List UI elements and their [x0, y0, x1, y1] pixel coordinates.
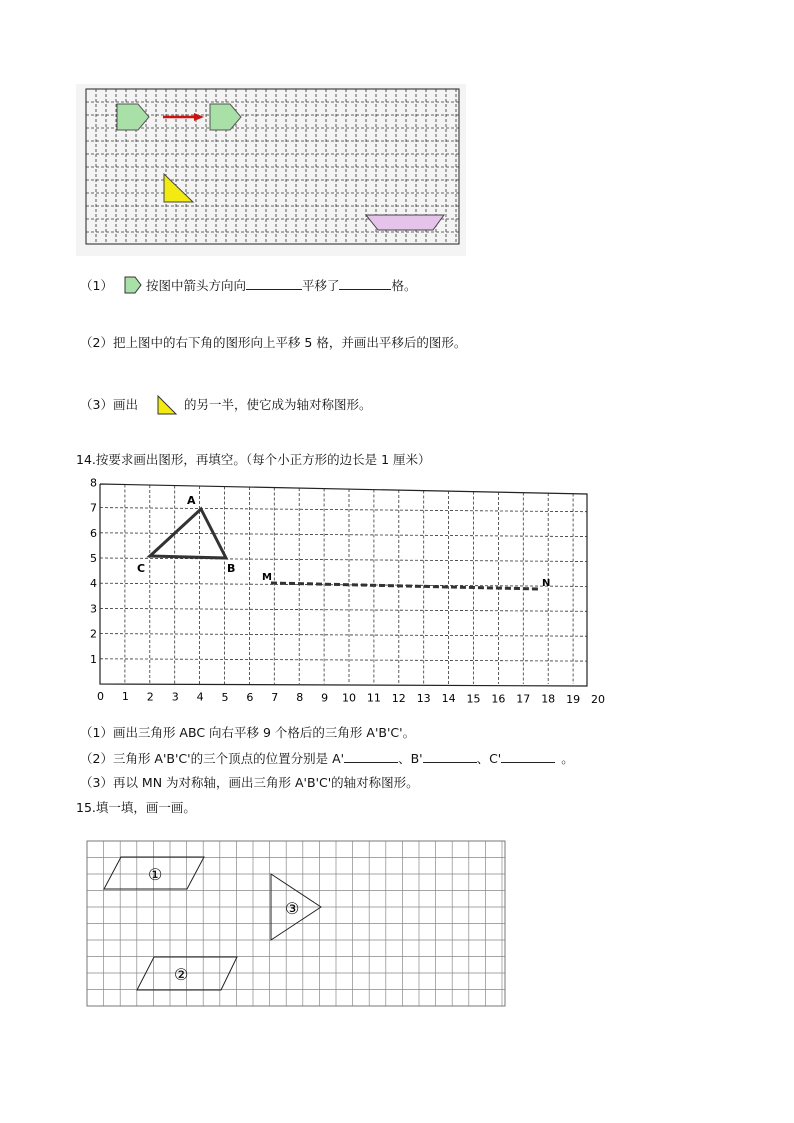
label-b: B	[227, 562, 236, 575]
q14-x-tick-label: 4	[196, 690, 204, 704]
trapezoid-bottom-right	[366, 215, 444, 230]
label-a: A	[187, 494, 196, 507]
q13-sub1-text-b: 平移了	[301, 278, 340, 293]
q14-sub2-b: 、B'	[398, 751, 423, 766]
q14-x-tick-label: 6	[246, 690, 254, 704]
q14-y-tick-label: 2	[90, 627, 97, 641]
q14-x-tick-label: 9	[321, 691, 329, 705]
q13-sub1-text-c: 格。	[391, 278, 417, 293]
q14-y-tick-label: 5	[90, 552, 97, 565]
q14-sub2	[80, 750, 574, 767]
q15-title: 15.填一填，画一画。	[76, 800, 196, 815]
q14-grid-hline	[100, 558, 587, 562]
q14-coordinate-grid	[86, 476, 605, 710]
label-m: M	[262, 572, 272, 583]
q14-sub1: （1）画出三角形 ABC 向右平移 9 个格后的三角形 A'B'C'。	[80, 725, 416, 740]
c-prime-blank[interactable]	[501, 750, 555, 763]
q14-sub2-c: 、C'	[476, 751, 502, 766]
q14-y-tick-label: 4	[90, 577, 97, 591]
q14-y-tick-label: 6	[90, 526, 97, 540]
shape-2-label: ②	[174, 965, 189, 984]
q14-x-tick-label: 15	[466, 692, 481, 706]
q14-y-tick-label: 8	[90, 476, 97, 490]
axis-mn	[271, 583, 540, 589]
shape-1-label: ①	[148, 865, 163, 884]
q14-y-tick-label: 7	[90, 501, 97, 515]
b-prime-blank[interactable]	[423, 750, 477, 763]
shape-3-label: ③	[285, 899, 300, 918]
q13-sub3	[80, 394, 371, 416]
q14-x-tick-label: 17	[516, 692, 531, 706]
q14-y-tick-label: 1	[90, 652, 97, 666]
label-c: C	[137, 562, 146, 575]
q14-grid-hline	[100, 659, 587, 661]
q14-x-tick-label: 0	[97, 690, 104, 703]
q14-y-tick-label: 3	[90, 602, 97, 616]
q14-x-tick-label: 12	[391, 691, 406, 705]
q15-grid-figure	[86, 840, 508, 1008]
q13-steps-blank[interactable]	[339, 277, 391, 290]
q14-x-tick-label: 10	[342, 691, 356, 705]
q13-sub1-num: （1）	[80, 278, 113, 293]
q14-x-tick-label: 8	[296, 691, 304, 705]
q13-grid-figure	[76, 84, 466, 256]
q14-x-tick-label: 13	[416, 691, 431, 705]
q14-sub2-a: （2）三角形 A'B'C'的三个顶点的位置分别是 A'	[80, 751, 345, 766]
q14-x-tick-label: 7	[271, 691, 279, 705]
q14-grid-hline	[100, 634, 587, 637]
q14-sub3: （3）再以 MN 为对称轴，画出三角形 A'B'C'的轴对称图形。	[80, 775, 419, 790]
q13-sub3-text: 的另一半，使它成为轴对称图形。	[183, 397, 372, 412]
q13-sub1	[80, 276, 416, 294]
label-n: N	[542, 578, 551, 589]
q14-sub2-d: 。	[561, 751, 574, 766]
q14-x-tick-label: 16	[491, 692, 506, 706]
a-prime-blank[interactable]	[344, 750, 398, 763]
q13-sub3-num: （3）画出	[80, 397, 138, 412]
small-triangle-icon	[156, 394, 178, 416]
small-pentagon-icon	[123, 276, 143, 294]
q13-sub1-text-a: 按图中箭头方向向	[145, 278, 246, 293]
q13-direction-blank[interactable]	[246, 277, 302, 290]
q14-grid-hline	[100, 608, 587, 611]
q14-x-tick-label: 1	[121, 690, 129, 704]
q14-title: 14.按要求画出图形，再填空。（每个小正方形的边长是 1 厘米）	[76, 452, 431, 467]
q14-grid-hline	[100, 508, 587, 512]
q14-x-tick-label: 2	[146, 690, 154, 704]
q14-x-tick-label: 14	[441, 692, 456, 706]
q14-x-tick-label: 5	[221, 690, 229, 704]
q14-x-tick-label: 18	[541, 692, 556, 706]
q13-sub2: （2）把上图中的右下角的图形向上平移 5 格，并画出平移后的图形。	[80, 335, 467, 350]
q14-x-tick-label: 11	[366, 691, 381, 705]
q14-x-tick-label: 3	[171, 690, 179, 704]
q14-x-tick-label: 20	[591, 693, 605, 706]
q14-x-tick-label: 19	[566, 692, 581, 706]
